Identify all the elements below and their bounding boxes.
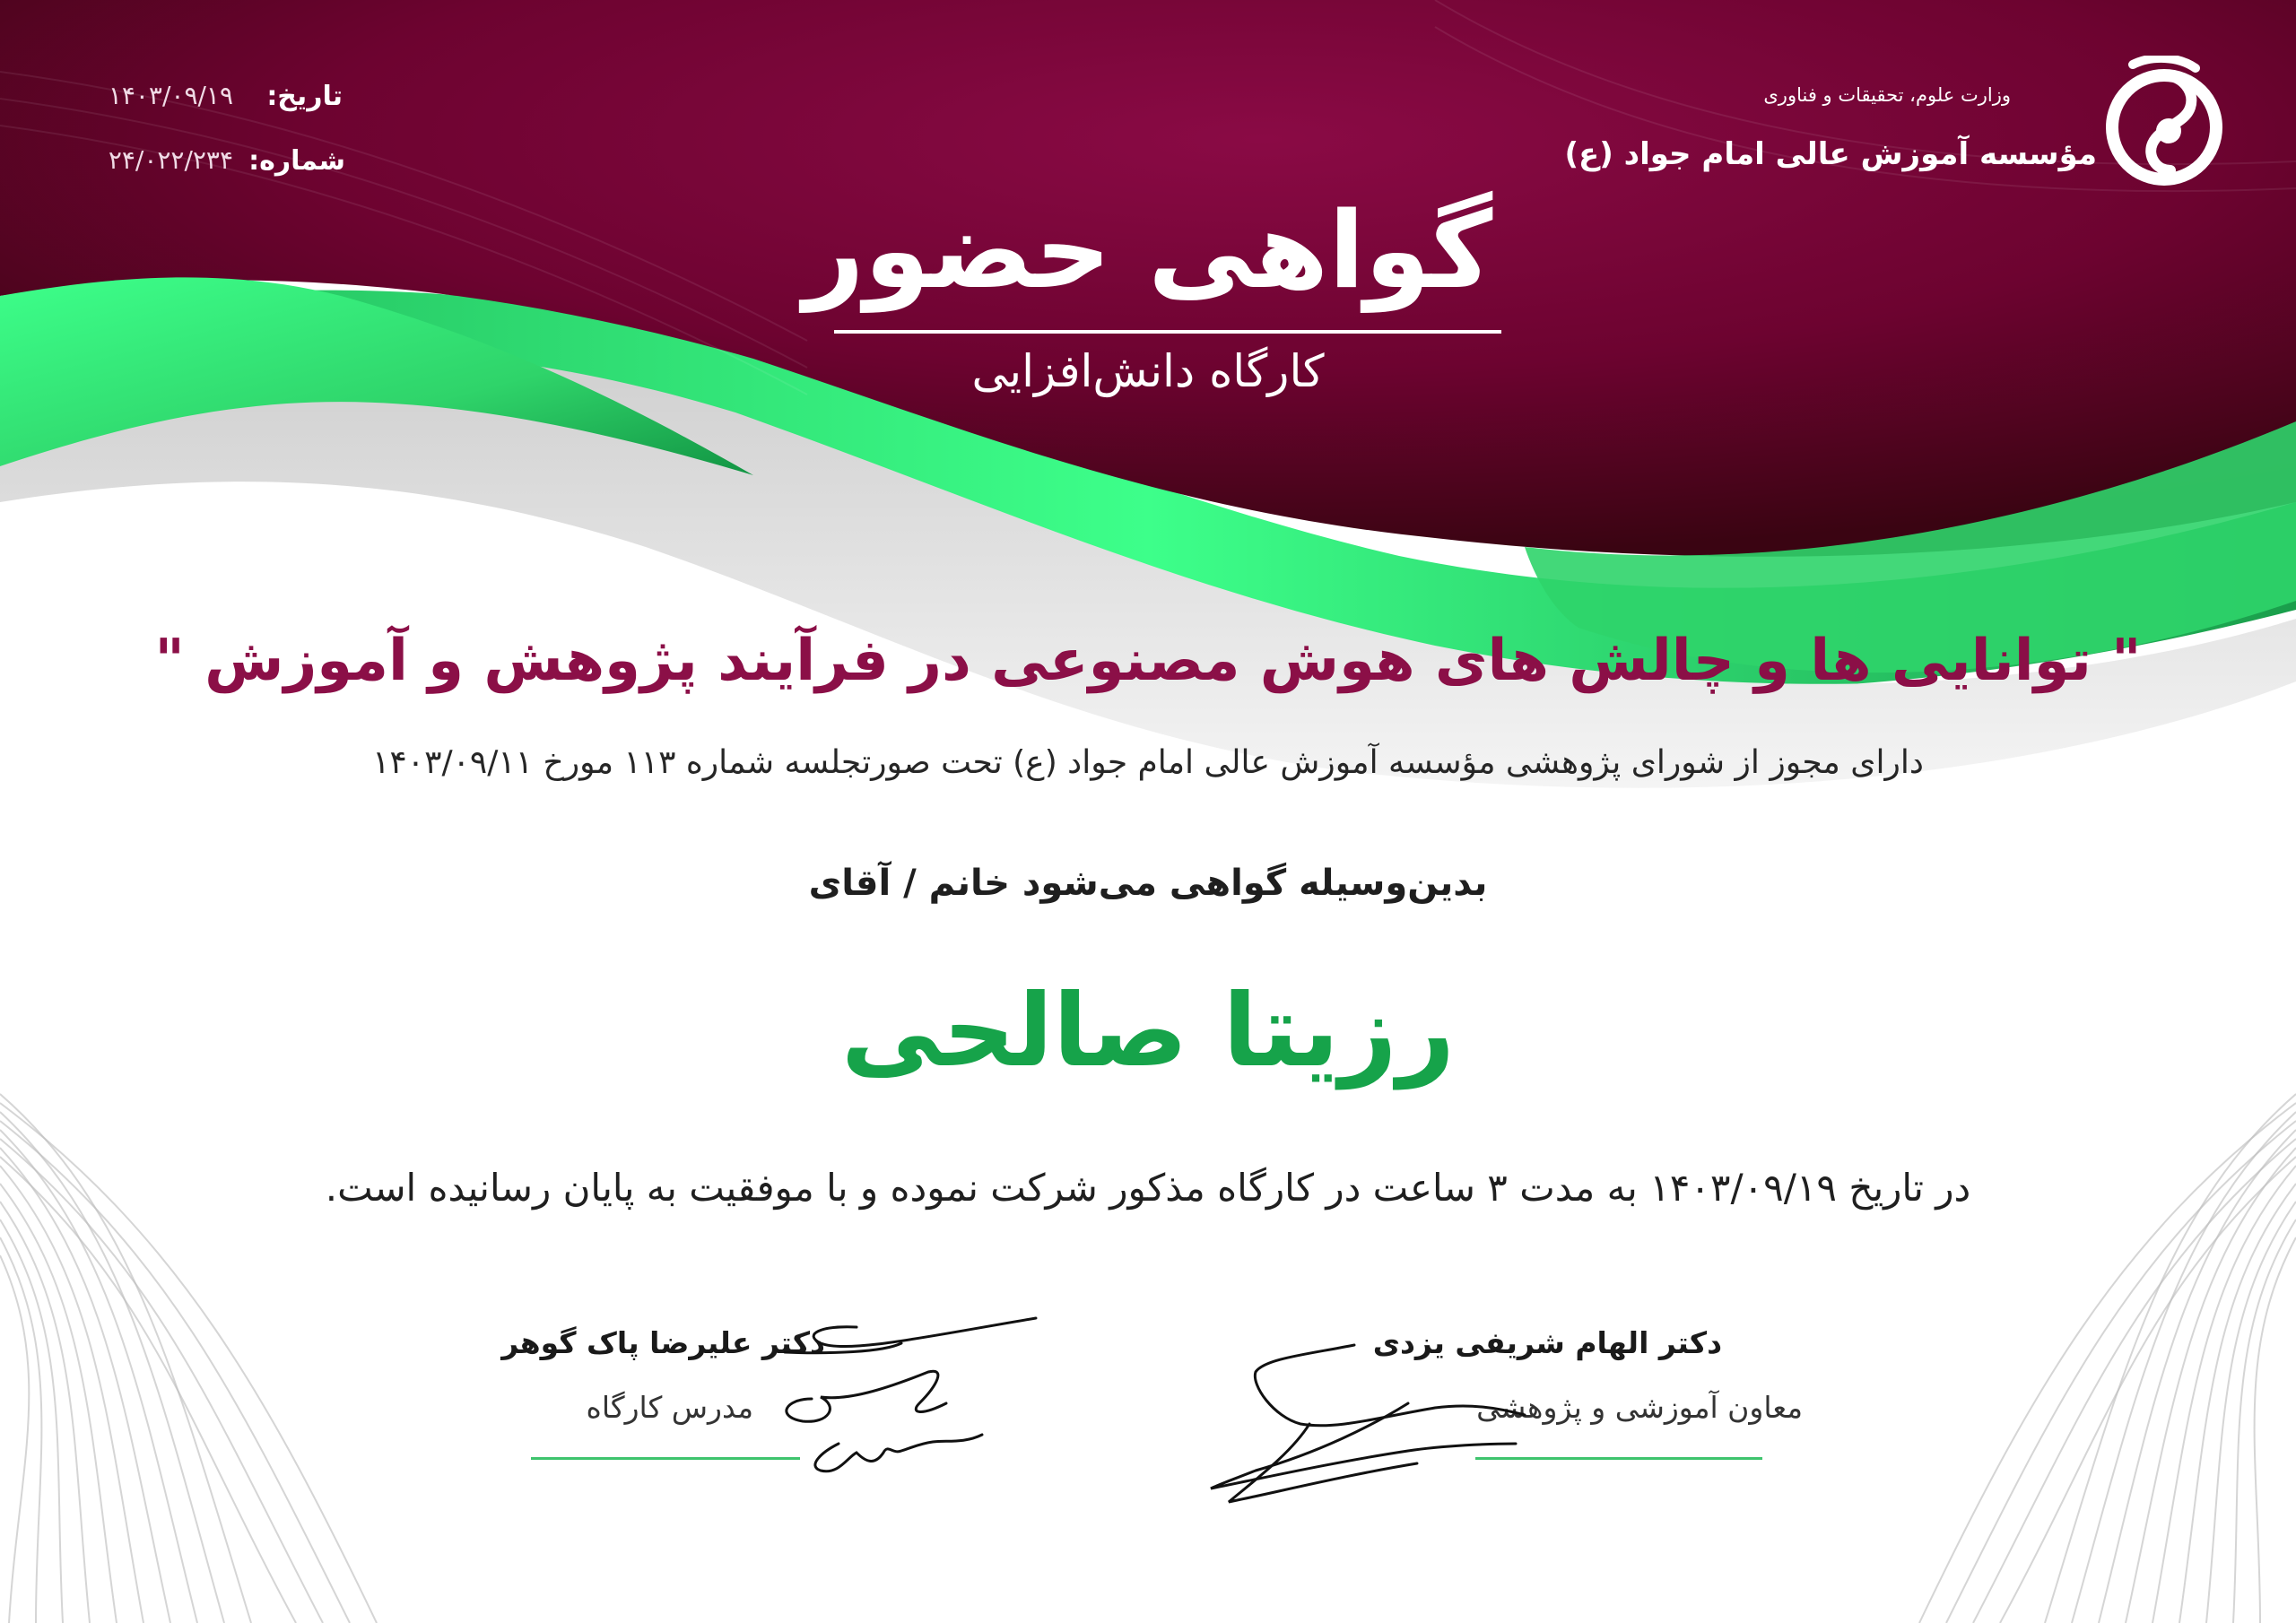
title-underline: [834, 330, 1501, 334]
signatory-1-name: دکتر الهام شریفی یزدی: [1372, 1325, 1722, 1360]
intro-line: بدین‌وسیله گواهی می‌شود خانم / آقای: [808, 863, 1488, 904]
signatory-1-role: معاون آموزشی و پژوهشی: [1476, 1390, 1803, 1425]
date-label: تاریخ:: [266, 81, 343, 112]
number-value: ۲۴/۰۲۲/۲۳۴: [108, 145, 233, 175]
signatory-2-role: مدرس کارگاه: [586, 1390, 753, 1425]
institute-name: مؤسسه آموزش عالی امام جواد (ع): [1564, 136, 2097, 172]
permit-line: دارای مجوز از شورای پژوهشی مؤسسه آموزش عالی امام جواد (ع) تحت صورتجلسه شماره ۱۱۳ مورخ ۱۴۰۳/۰۹/۱۱: [372, 744, 1924, 781]
signatory-2-line: [531, 1457, 800, 1460]
institute-logo-icon: [2097, 56, 2231, 190]
signature-1-mark: [1202, 1318, 1543, 1524]
number-label: شماره:: [248, 145, 345, 177]
ministry-name: وزارت علوم، تحقیقات و فناوری: [1763, 84, 2011, 106]
certificate-title: گواهی حضور: [803, 188, 1493, 312]
completion-line: در تاریخ ۱۴۰۳/۰۹/۱۹ به مدت ۳ ساعت در کارگاه مذکور شرکت نموده و با موفقیت به پایان رسانیده است.: [325, 1166, 1971, 1210]
recipient-name: رزیتا صالحی: [840, 973, 1456, 1089]
signature-2-mark: [767, 1300, 1063, 1488]
date-value: ۱۴۰۳/۰۹/۱۹: [108, 81, 233, 110]
certificate-subtitle: کارگاه دانش‌افزایی: [971, 345, 1325, 397]
signatory-2-name: دکتر علیرضا پاک گوهر: [501, 1325, 825, 1360]
workshop-title: " توانایی ها و چالش های هوش مصنوعی در فرآیند پژوهش و آموزش ": [154, 628, 2142, 694]
